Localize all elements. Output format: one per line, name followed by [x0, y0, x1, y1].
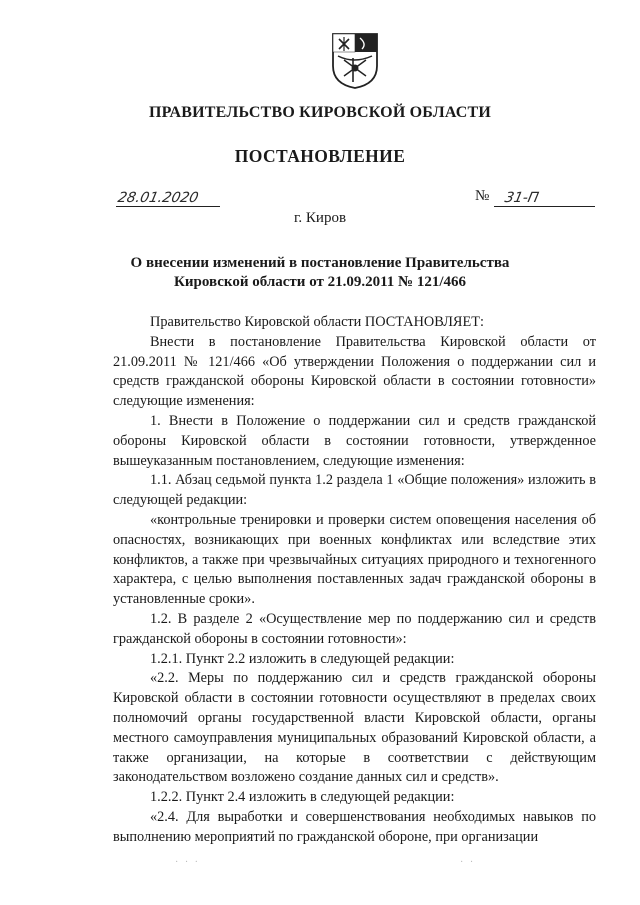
- body-paragraph: Внести в постановление Правительства Кировской области от 21.09.2011 № 121/466 «Об утверждении Положения о поддержании сил и средств гражданской обороны Кировской области в состоянии готовности» следующие изменения:: [113, 333, 596, 410]
- document-date: 28.01.2020: [116, 190, 200, 206]
- body-paragraph: Правительство Кировской области ПОСТАНОВЛЯЕТ:: [150, 314, 484, 330]
- body-paragraph: «2.4. Для выработки и совершенствования необходимых навыков по выполнению мероприятий по гражданской обороне, при организации: [113, 808, 596, 845]
- document-type: ПОСТАНОВЛЕНИЕ: [234, 146, 406, 166]
- body-paragraph: 1.2. В разделе 2 «Осуществление мер по поддержанию сил и средств гражданской обороны в состоянии готовности»:: [113, 610, 596, 647]
- body-paragraph: «2.2. Меры по поддержанию сил и средств гражданской обороны Кировской области в состоянии готовности осуществляют в пределах своих полномочий органы государственной власти Кировской области, органы местного самоуправления муниципальных образований Кировской области, а также организации, на которые в соответствии с действующим законодательством возложено создание данных сил и средств».: [113, 670, 596, 786]
- body-paragraph: 1.2.2. Пункт 2.4 изложить в следующей редакции:: [150, 789, 455, 806]
- document-title-line-1: О внесении изменений в постановление Правительства: [130, 255, 510, 271]
- body-paragraph: 1. Внести в Положение о поддержании сил и средств гражданской обороны Кировской области в состоянии готовности, утвержденное вышеуказанным постановлением, следующие изменения:: [113, 412, 596, 469]
- body-paragraph: 1.1. Абзац седьмой пункта 1.2 раздела 1 «Общие положения» изложить в следующей редакции:: [113, 472, 596, 509]
- body-paragraph: «контрольные тренировки и проверки систем оповещения населения об опасностях, возникающих при военных конфликтах или вследствие этих конфликтов, а также при чрезвычайных ситуациях природного и техногенного характера, с целью выполнения поставленных задач гражданской обороны в установленные сроки».: [113, 511, 596, 608]
- scan-artifact: · ·: [460, 857, 476, 868]
- city-name: г. Киров: [293, 210, 347, 226]
- body-paragraph: 1.2.1. Пункт 2.2 изложить в следующей редакции:: [150, 650, 455, 667]
- document-number: 31-П: [503, 190, 541, 206]
- organization-name: ПРАВИТЕЛЬСТВО КИРОВСКОЙ ОБЛАСТИ: [148, 104, 492, 121]
- document-body: [113, 313, 596, 848]
- number-sign: №: [475, 188, 490, 204]
- coat-of-arms-icon: [330, 30, 380, 90]
- document-title-line-2: Кировской области от 21.09.2011 № 121/466: [173, 274, 467, 290]
- scan-artifact: · · ·: [175, 857, 200, 868]
